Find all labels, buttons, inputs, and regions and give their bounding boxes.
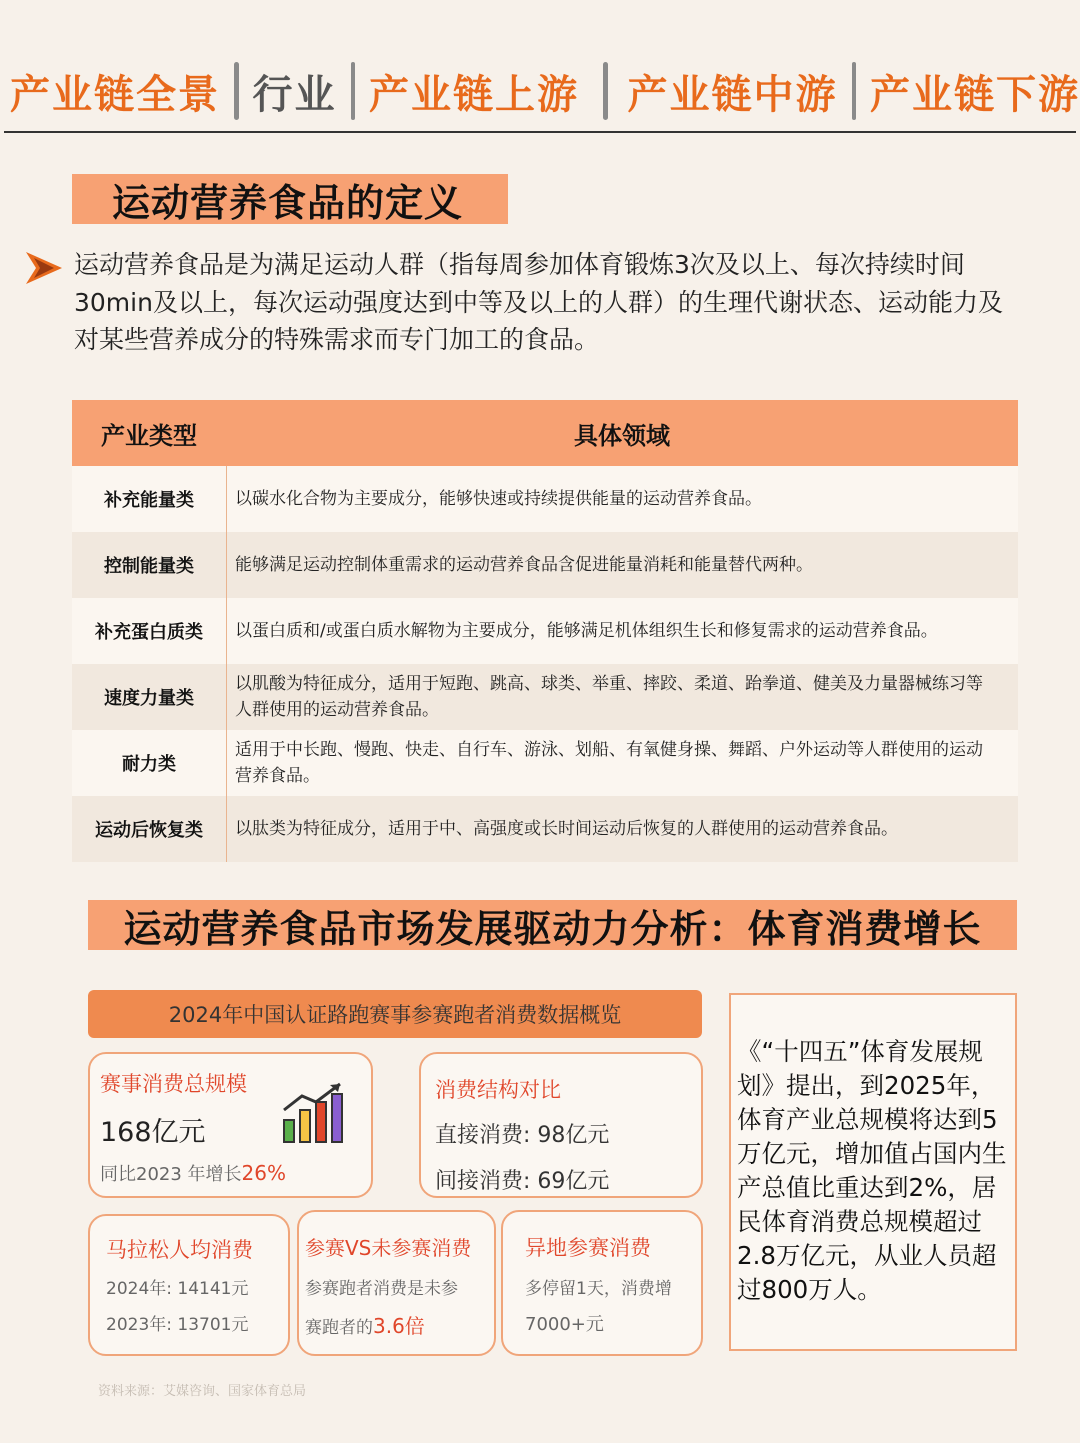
row-type: 补充蛋白质类 [72, 598, 227, 664]
nav-item-upstream[interactable]: 产业链上游 [369, 71, 579, 118]
card-title: 异地参赛消费 [525, 1236, 651, 1260]
row-type: 控制能量类 [72, 532, 227, 598]
remote-line2: 7000+元 [525, 1314, 604, 1335]
market-title: 运动营养食品市场发展驱动力分析：体育消费增长 [88, 900, 1017, 950]
row-desc: 以肽类为特征成分，适用于中、高强度或长时间运动后恢复的人群使用的运动营养食品。 [235, 819, 898, 839]
card-remote-participation [501, 1210, 703, 1356]
card-value: 168亿元 [100, 1117, 206, 1148]
nav-item-downstream[interactable]: 产业链下游 [870, 71, 1080, 118]
value-2023: 2023年: 13701元 [106, 1315, 249, 1335]
nav-separator [852, 62, 857, 120]
row-type: 运动后恢复类 [72, 796, 227, 862]
nav-item-industry[interactable]: 行业 [252, 71, 337, 118]
policy-quote-box [729, 993, 1017, 1351]
row-desc: 以蛋白质和/或蛋白质水解物为主要成分，能够满足机体组织生长和修复需求的运动营养食品。 [235, 621, 938, 641]
table-row [72, 796, 1018, 862]
card-consumption-structure [419, 1052, 703, 1198]
table-row [72, 532, 1018, 598]
category-table [72, 400, 1018, 862]
policy-quote: 《“十四五”体育发展规划》提出，到2025年，体育产业总规模将达到5万亿元，增加值占国内生产总值比重达到2%，居民体育消费总规模超过2.8万亿元，从业人员超过800万人。 [737, 1037, 1007, 1304]
nav-divider [4, 131, 1076, 133]
chevron-right-icon [24, 248, 64, 288]
definition-text: 运动营养食品是为满足运动人群（指每周参加体育锻炼3次及以上、每次持续时间30min及以上，每次运动强度达到中等及以上的人群）的生理代谢状态、运动能力及对某些营养成分的特殊需求而专门加工的食品。 [74, 250, 1003, 354]
top-nav [0, 55, 1080, 127]
card-participant-vs-non [297, 1210, 496, 1356]
row-type: 补充能量类 [72, 466, 227, 532]
source-note: 资料来源：艾媒咨询、国家体育总局 [98, 1384, 307, 1399]
card-title: 马拉松人均消费 [106, 1238, 253, 1262]
row-desc: 能够满足运动控制体重需求的运动营养食品含促进能量消耗和能量替代两种。 [235, 555, 813, 575]
direct-consumption: 直接消费: 98亿元 [435, 1123, 610, 1148]
table-row [72, 598, 1018, 664]
table-row [72, 730, 1018, 796]
nav-separator [234, 62, 239, 120]
remote-line1: 多停留1天，消费增 [525, 1279, 672, 1299]
infographic-title: 2024年中国认证路跑赛事参赛跑者消费数据概览 [88, 990, 702, 1038]
card-title: 赛事消费总规模 [100, 1072, 247, 1096]
row-desc: 以肌酸为特征成分，适用于短跑、跳高、球类、举重、摔跤、柔道、跆拳道、健美及力量器械练习等人群使用的运动营养食品。 [235, 674, 983, 720]
definition-title: 运动营养食品的定义 [72, 174, 508, 224]
bar-chart-growth-icon [280, 1080, 350, 1146]
card-marathon-per-capita [88, 1214, 290, 1356]
nav-separator [351, 62, 356, 120]
header-type: 产业类型 [101, 421, 197, 450]
card-total-consumption [88, 1052, 373, 1198]
card-title: 消费结构对比 [435, 1078, 561, 1102]
card-growth: 同比2023 年增长26% [100, 1161, 286, 1185]
table-row [72, 664, 1018, 730]
nav-item-overview[interactable]: 产业链全景 [10, 71, 220, 118]
row-type: 速度力量类 [72, 664, 227, 730]
row-desc: 以碳水化合物为主要成分，能够快速或持续提供能量的运动营养食品。 [235, 489, 762, 509]
table-row [72, 466, 1018, 532]
indirect-consumption: 间接消费: 69亿元 [435, 1169, 610, 1194]
header-field: 具体领域 [574, 421, 670, 450]
value-2024: 2024年: 14141元 [106, 1279, 249, 1299]
table-header [72, 400, 1018, 466]
nav-separator [603, 62, 608, 120]
vs-line1: 参赛跑者消费是未参 [305, 1279, 458, 1299]
card-title: 参赛VS未参赛消费 [305, 1236, 472, 1260]
row-type: 耐力类 [72, 730, 227, 796]
nav-item-midstream[interactable]: 产业链中游 [627, 71, 838, 118]
vs-line2: 赛跑者的3.6倍 [305, 1314, 425, 1338]
row-desc: 适用于中长跑、慢跑、快走、自行车、游泳、划船、有氧健身操、舞蹈、户外运动等人群使用的运动营养食品。 [235, 740, 983, 786]
